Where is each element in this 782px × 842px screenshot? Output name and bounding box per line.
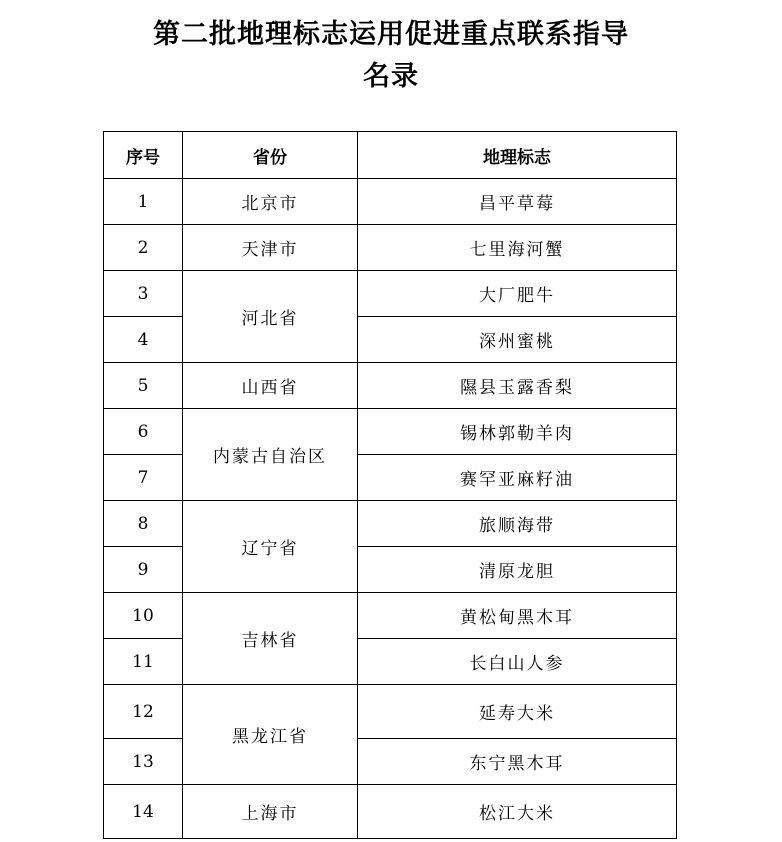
row-index: 13 xyxy=(104,739,183,785)
row-index: 6 xyxy=(104,409,183,455)
table-row xyxy=(104,785,677,839)
table-row xyxy=(104,271,677,317)
row-province: 河北省 xyxy=(183,271,358,363)
header-province: 省份 xyxy=(183,132,358,179)
row-province: 北京市 xyxy=(183,179,358,225)
row-geographical-indication: 赛罕亚麻籽油 xyxy=(358,455,677,501)
row-geographical-indication: 锡林郭勒羊肉 xyxy=(358,409,677,455)
row-geographical-indication: 昌平草莓 xyxy=(358,179,677,225)
row-geographical-indication: 松江大米 xyxy=(358,785,677,839)
header-gi: 地理标志 xyxy=(358,132,677,179)
row-index: 4 xyxy=(104,317,183,363)
row-index: 10 xyxy=(104,593,183,639)
row-geographical-indication: 大厂肥牛 xyxy=(358,271,677,317)
table-row xyxy=(104,179,677,225)
row-geographical-indication: 深州蜜桃 xyxy=(358,317,677,363)
table-row xyxy=(104,409,677,455)
row-province: 吉林省 xyxy=(183,593,358,685)
table-row xyxy=(104,501,677,547)
row-geographical-indication: 黄松甸黑木耳 xyxy=(358,593,677,639)
row-index: 5 xyxy=(104,363,183,409)
row-index: 8 xyxy=(104,501,183,547)
row-geographical-indication: 隰县玉露香梨 xyxy=(358,363,677,409)
row-index: 3 xyxy=(104,271,183,317)
row-index: 11 xyxy=(104,639,183,685)
row-geographical-indication: 七里海河蟹 xyxy=(358,225,677,271)
row-province: 山西省 xyxy=(183,363,358,409)
row-index: 9 xyxy=(104,547,183,593)
row-index: 1 xyxy=(104,179,183,225)
row-geographical-indication: 东宁黑木耳 xyxy=(358,739,677,785)
page-title-line2: 名录 xyxy=(363,61,419,92)
row-province: 天津市 xyxy=(183,225,358,271)
row-geographical-indication: 长白山人参 xyxy=(358,639,677,685)
page-title: 第二批地理标志运用促进重点联系指导 xyxy=(153,19,629,50)
table-row xyxy=(104,685,677,739)
row-province: 黑龙江省 xyxy=(183,685,358,785)
row-province: 上海市 xyxy=(183,785,358,839)
row-index: 7 xyxy=(104,455,183,501)
row-index: 12 xyxy=(104,685,183,739)
gi-list-table xyxy=(103,131,677,839)
row-geographical-indication: 延寿大米 xyxy=(358,685,677,739)
row-index: 2 xyxy=(104,225,183,271)
row-province: 辽宁省 xyxy=(183,501,358,593)
table-row xyxy=(104,593,677,639)
table-row xyxy=(104,225,677,271)
header-index: 序号 xyxy=(104,132,183,179)
table-row xyxy=(104,363,677,409)
row-geographical-indication: 旅顺海带 xyxy=(358,501,677,547)
row-geographical-indication: 清原龙胆 xyxy=(358,547,677,593)
table-header-row xyxy=(104,132,677,179)
row-index: 14 xyxy=(104,785,183,839)
row-province: 内蒙古自治区 xyxy=(183,409,358,501)
